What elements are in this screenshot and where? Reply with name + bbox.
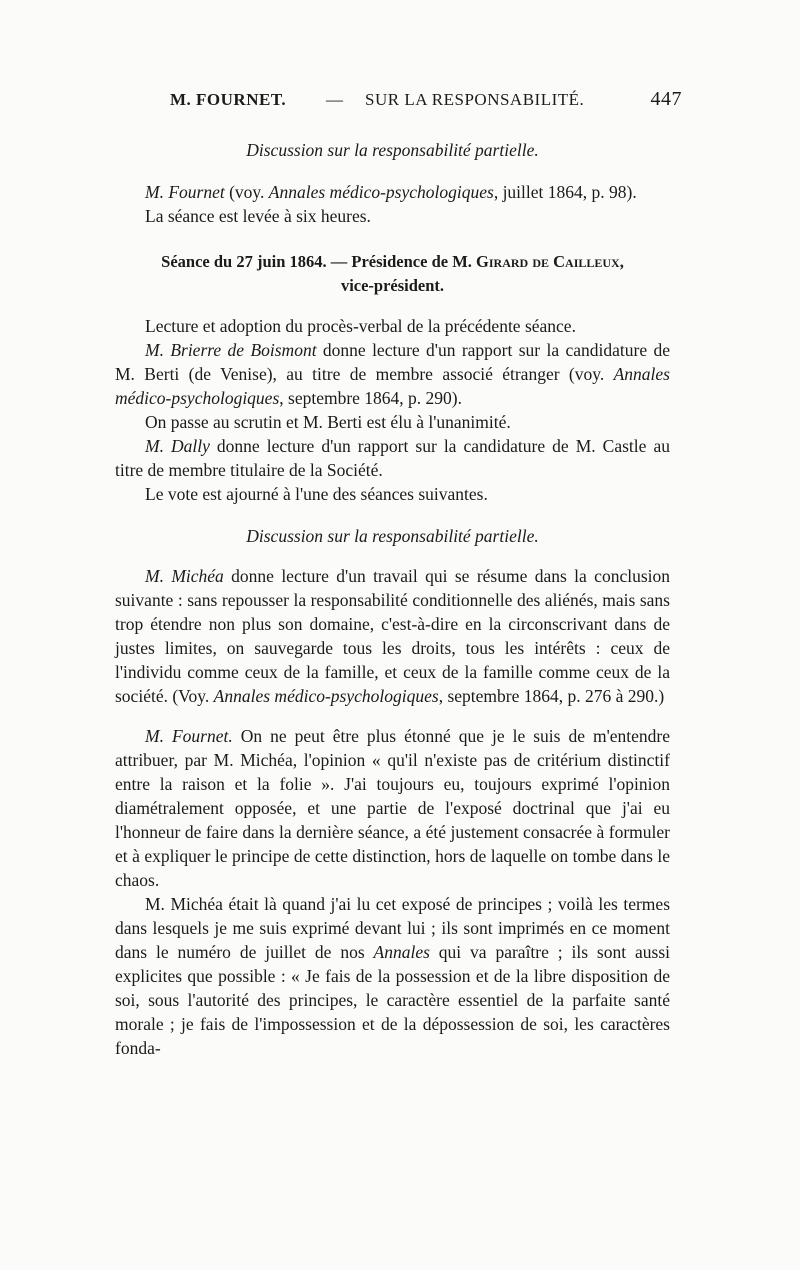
speaker-name: M. Fournet xyxy=(145,182,225,202)
paragraph-text: On ne peut être plus étonné que je le suis de m'entendre attribuer, par M. Michéa, l'opinion « qu'il n'existe pas de critérium distinctif entre la raison et la folie ». J'ai toujours eu, toujours exprimé l'opinion diamétralement opposée, et une partie de l'exposé doctrinal que j'ai eu l'honneur de faire dans la dernière séance, a été justement consacrée à formuler et à expliquer le principe de cette distinction, hors de laquelle on tombe dans le chaos. xyxy=(115,726,670,890)
paragraph-text: M. Michéa était là quand j'ai lu cet exposé de principes ; voilà les termes dans lesquels je me suis exprimé devant lui ; ils sont imprimés en ce moment dans le numéro de juillet de nos xyxy=(115,894,670,962)
paragraph: La séance est levée à six heures. xyxy=(145,206,371,226)
journal-title: Annales xyxy=(373,942,430,962)
page-body xyxy=(115,138,670,1060)
paragraph-text: donne lecture d'un rapport sur la candidature de M. Castle au titre de membre titulaire de la Société. xyxy=(115,436,670,480)
paragraph-text: donne lecture d'un rapport sur la candidature de M. Berti (de Venise), au titre de membre associé étranger (voy. xyxy=(115,340,670,384)
section-heading: Discussion sur la responsabilité partielle. xyxy=(246,526,539,546)
paragraph: On passe au scrutin et M. Berti est élu à l'unanimité. xyxy=(145,412,511,432)
paragraph xyxy=(115,180,670,204)
page-number: 447 xyxy=(650,88,682,110)
punctuation: , xyxy=(619,252,624,271)
journal-title: Annales médico-psychologiques xyxy=(213,686,439,706)
journal-title: Annales médico-psychologiques xyxy=(115,364,670,408)
paragraph xyxy=(115,338,670,410)
paragraph xyxy=(115,724,670,892)
speaker-name: M. Fournet. xyxy=(145,726,233,746)
paragraph-text: , juillet 1864, p. 98). xyxy=(493,182,637,202)
paragraph: Lecture et adoption du procès-verbal de la précédente séance. xyxy=(145,316,576,336)
paragraph xyxy=(115,434,670,482)
paragraph-text: qui va paraître ; ils sont aussi explicites que possible : « Je fais de la possession et de la libre disposition de soi, sous l'autorité des principes, le caractère essentiel de la parfaite santé morale ; je fais de l'impossession et de la dépossession de soi, les caractères fonda- xyxy=(115,942,670,1058)
president-title: vice-président. xyxy=(340,276,445,295)
paragraph-text: donne lecture d'un travail qui se résume dans la conclusion suivante : sans repousser la responsabilité conditionnelle des aliénés, mais sans trop étendre non plus son domaine, c'est-à-dire en la circonscrivant dans de justes limites, on sauvegarde tous les droits, tous les intérêts : ceux de l'individu comme ceux de la famille, et ceux de la famille comme ceux de la société. (Voy. xyxy=(115,566,670,706)
section-heading: Discussion sur la responsabilité partielle. xyxy=(246,140,539,160)
speaker-name: M. Dally xyxy=(145,436,210,456)
speaker-name: M. Michéa xyxy=(145,566,224,586)
session-heading xyxy=(115,250,670,298)
paragraph-text: , septembre 1864, p. 290). xyxy=(279,388,463,408)
session-date: Séance du 27 juin 1864. — Présidence de M. xyxy=(161,252,477,271)
header-title: SUR LA RESPONSABILITÉ. xyxy=(365,90,585,109)
president-name: Girard de Cailleux xyxy=(476,252,620,271)
journal-title: Annales médico-psychologiques xyxy=(268,182,494,202)
header-author: M. FOURNET. xyxy=(170,90,287,109)
paragraph xyxy=(115,564,670,708)
paragraph xyxy=(115,892,670,1060)
paragraph: Le vote est ajourné à l'une des séances suivantes. xyxy=(145,484,488,504)
speaker-name: M. Brierre de Boismont xyxy=(145,340,317,360)
header-separator: — xyxy=(326,90,344,109)
paragraph-text: (voy. xyxy=(224,182,269,202)
paragraph-text: , septembre 1864, p. 276 à 290.) xyxy=(438,686,665,706)
